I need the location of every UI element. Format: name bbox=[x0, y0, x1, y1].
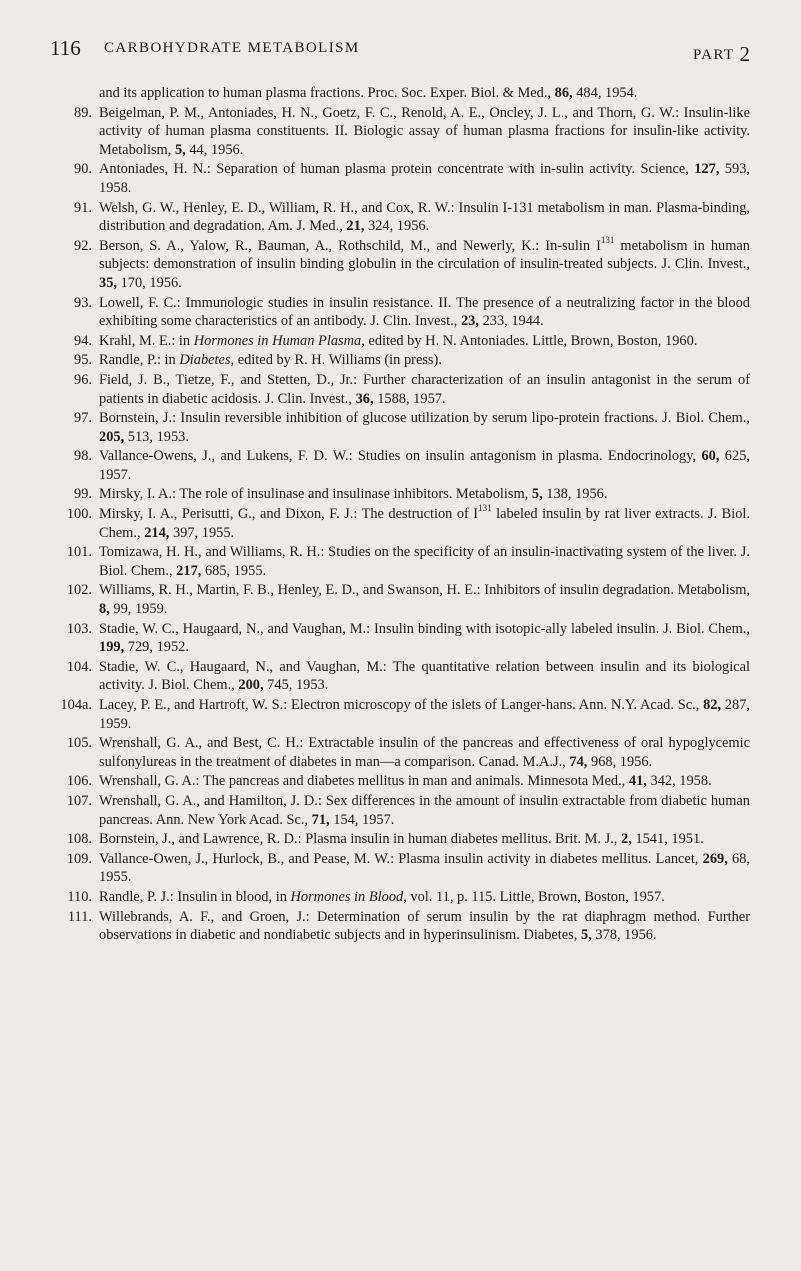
pages-year: 287, 1959. bbox=[99, 697, 751, 732]
pages-year: 154, 1957. bbox=[329, 811, 395, 828]
reference-text: Tomizawa, H. H., and Williams, R. H.: Studies on the specificity of an insulin-inactivating system of the liver. J. Biol. Chem., bbox=[99, 544, 750, 579]
volume-number: 269, bbox=[702, 850, 728, 867]
pages-year: 968, 1956. bbox=[587, 753, 653, 770]
reference-entry bbox=[50, 447, 750, 484]
reference-number: 94. bbox=[74, 332, 92, 349]
volume-number: 214, bbox=[144, 524, 170, 541]
reference-number: 104a. bbox=[60, 697, 92, 713]
reference-text: Beigelman, P. M., Antoniades, H. N., Goetz, F. C., Renold, A. E., Oncley, J. L., and Thorn, G. W.: Insulin-like activity of human plasma constituents. II. Biologic assay of human plasma fractions for insulin-like activity. Metabolism, bbox=[99, 104, 750, 158]
pages-year: 1588, 1957. bbox=[373, 390, 446, 407]
volume-number: 5, bbox=[174, 141, 186, 158]
reference-text: vol. 11, p. 115. Little, Brown, Boston, 1957. bbox=[406, 888, 665, 905]
reference-number: 95. bbox=[74, 352, 92, 369]
reference-entry bbox=[50, 658, 750, 695]
reference-entry bbox=[50, 581, 750, 618]
running-title: CARBOHYDRATE METABOLISM bbox=[104, 40, 360, 56]
reference-entry bbox=[50, 908, 750, 945]
reference-entry bbox=[50, 543, 750, 580]
reference-number: 107. bbox=[66, 792, 92, 809]
reference-number: 104. bbox=[66, 658, 92, 675]
book-title: Hormones in Blood, bbox=[290, 888, 407, 905]
part-number: 2 bbox=[739, 42, 750, 66]
reference-text: Stadie, W. C., Haugaard, N., and Vaughan, M.: Insulin binding with isotopic-ally labeled insulin. J. Biol. Chem., bbox=[99, 620, 750, 637]
page-number: 116 bbox=[50, 36, 81, 60]
volume-number: 60, bbox=[701, 448, 720, 465]
reference-entry bbox=[50, 505, 750, 542]
volume-number: 23, bbox=[460, 313, 479, 330]
reference-number: 108. bbox=[66, 831, 92, 848]
book-title: Hormones in Human Plasma, bbox=[193, 332, 365, 349]
pages-year: 397, 1955. bbox=[169, 524, 235, 541]
reference-entry bbox=[50, 734, 750, 771]
part-label bbox=[693, 40, 750, 65]
reference-entry bbox=[50, 696, 750, 733]
reference-text: Randle, P. J.: Insulin in blood, in bbox=[99, 888, 291, 905]
pages-year: 625, 1957. bbox=[99, 448, 750, 483]
pages-year: 342, 1958. bbox=[646, 773, 712, 790]
volume-number: 217, bbox=[176, 562, 202, 579]
reference-number: 97. bbox=[74, 410, 92, 427]
reference-number: 92. bbox=[74, 237, 92, 254]
isotope-superscript: 131 bbox=[478, 503, 492, 514]
volume-number: 36, bbox=[355, 390, 374, 407]
reference-number: 105. bbox=[66, 735, 92, 752]
reference-entry bbox=[50, 351, 750, 370]
reference-text: Stadie, W. C., Haugaard, N., and Vaughan, M.: The quantitative relation between insulin and its biological activity. J. Biol. Chem., bbox=[99, 658, 750, 694]
reference-entry bbox=[50, 888, 750, 907]
volume-number: 71, bbox=[311, 811, 330, 828]
reference-entry bbox=[50, 371, 750, 408]
reference-text: Wrenshall, G. A., and Hamilton, J. D.: Sex differences in the amount of insulin extractable from diabetic human pancreas. Ann. New York Acad. Sc., bbox=[99, 792, 750, 828]
reference-text: edited by R. H. Williams (in press). bbox=[234, 352, 442, 369]
volume-number: 8, bbox=[99, 601, 110, 618]
volume-number: 127, bbox=[694, 161, 720, 178]
volume-number: 41, bbox=[628, 773, 647, 790]
pages-year: 138, 1956. bbox=[542, 486, 608, 503]
pages-year: 1541, 1951. bbox=[631, 831, 704, 848]
reference-text: Williams, R. H., Martin, F. B., Henley, E. D., and Swanson, H. E.: Inhibitors of insulin degradation. Metabolism, bbox=[99, 582, 750, 599]
reference-text: Krahl, M. E.: in bbox=[99, 332, 194, 349]
reference-text: Lacey, P. E., and Hartroft, W. S.: Electron microscopy of the islets of Langer-hans. Ann. N.Y. Acad. Sc., bbox=[99, 697, 700, 713]
volume-number: 82, bbox=[703, 697, 722, 713]
pages-year: 729, 1952. bbox=[124, 639, 189, 656]
pages-year: 324, 1956. bbox=[364, 218, 430, 235]
volume-number: 86, bbox=[554, 85, 573, 101]
pages-year: 378, 1956. bbox=[591, 927, 657, 944]
volume-number: 74, bbox=[569, 753, 588, 770]
reference-number: 99. bbox=[74, 486, 92, 503]
reference-number: 96. bbox=[74, 371, 92, 388]
reference-number: 110. bbox=[67, 888, 92, 905]
pages-year: 68, 1955. bbox=[99, 850, 750, 886]
pages-year: 233, 1944. bbox=[478, 313, 544, 330]
volume-number: 200, bbox=[238, 677, 264, 694]
reference-entry bbox=[50, 850, 750, 887]
part-word: PART bbox=[692, 47, 735, 63]
reference-text: Vallance-Owens, J., and Lukens, F. D. W.: Studies on insulin antagonism in plasma. Endocrinology, bbox=[99, 448, 697, 465]
reference-number: 106. bbox=[66, 773, 92, 790]
reference-number: 111. bbox=[67, 908, 92, 925]
reference-text: Vallance-Owen, J., Hurlock, B., and Pease, M. W.: Plasma insulin activity in diabetes mellitus. Lancet, bbox=[99, 850, 699, 867]
reference-list bbox=[50, 84, 750, 946]
reference-number: 93. bbox=[74, 294, 92, 311]
pages-year: 745, 1953. bbox=[263, 677, 329, 694]
reference-entry bbox=[50, 160, 750, 197]
volume-number: 35, bbox=[99, 274, 117, 291]
volume-number: 205, bbox=[99, 428, 125, 445]
reference-entry bbox=[50, 485, 750, 504]
reference-number: 91. bbox=[74, 199, 92, 216]
reference-number: 109. bbox=[66, 850, 92, 867]
reference-entry bbox=[50, 620, 750, 657]
reference-number: 89. bbox=[74, 104, 92, 121]
pages-year: 593, 1958. bbox=[99, 161, 750, 196]
reference-number: 103. bbox=[66, 620, 92, 637]
pages-year: 99, 1959. bbox=[109, 601, 168, 618]
pages-year: 44, 1956. bbox=[185, 141, 244, 158]
volume-number: 199, bbox=[99, 639, 125, 656]
reference-text: Bornstein, J.: Insulin reversible inhibition of glucose utilization by serum lipo-protein fractions. J. Biol. Chem., bbox=[99, 410, 750, 427]
reference-text: Lowell, F. C.: Immunologic studies in insulin resistance. II. The presence of a neutralizing factor in the blood exhibiting some characteristics of an antibody. J. Clin. Invest., bbox=[99, 294, 750, 330]
reference-text: Berson, S. A., Yalow, R., Bauman, A., Rothschild, M., and Newerly, K.: In-sulin I bbox=[99, 237, 601, 254]
isotope-superscript: 131 bbox=[600, 234, 615, 245]
reference-text: Wrenshall, G. A.: The pancreas and diabetes mellitus in man and animals. Minnesota Med., bbox=[99, 773, 626, 790]
reference-entry bbox=[50, 84, 750, 103]
reference-text: metabolism in human subjects: demonstration of insulin binding globulin in the circulation of insulin-treated subjects. J. Clin. Invest., bbox=[99, 237, 750, 273]
reference-text: Antoniades, H. N.: Separation of human plasma protein concentrate with in-sulin activity. Science, bbox=[99, 161, 689, 178]
reference-text: Wrenshall, G. A., and Best, C. H.: Extractable insulin of the pancreas and effectiveness of oral hypoglycemic sulfonylureas in the treatment of diabetes in man—a comparison. Canad. M.A.J., bbox=[99, 735, 750, 770]
volume-number: 5, bbox=[581, 927, 592, 944]
pages-year: 484, 1954. bbox=[572, 85, 638, 101]
reference-number: 100. bbox=[66, 506, 92, 523]
reference-text: edited by H. N. Antoniades. Little, Brown, Boston, 1960. bbox=[364, 332, 698, 349]
reference-number: 102. bbox=[66, 582, 92, 599]
reference-text: Randle, P.: in bbox=[99, 352, 180, 369]
reference-entry bbox=[50, 294, 750, 331]
reference-number: 90. bbox=[74, 161, 92, 178]
reference-entry bbox=[50, 409, 750, 446]
reference-entry bbox=[50, 104, 750, 160]
reference-text: and its application to human plasma fractions. Proc. Soc. Exper. Biol. & Med., bbox=[99, 85, 552, 101]
pages-year: 170, 1956. bbox=[117, 274, 182, 291]
reference-text: Mirsky, I. A., Perisutti, G., and Dixon, F. J.: The destruction of I bbox=[99, 506, 479, 523]
reference-text: Willebrands, A. F., and Groen, J.: Determination of serum insulin by the rat diaphragm method. Further observations in diabetic and nondiabetic subjects and in hyperinsulinism. Diabetes, bbox=[99, 908, 750, 944]
book-title: Diabetes, bbox=[179, 352, 235, 369]
reference-entry bbox=[50, 792, 750, 829]
reference-number: 101. bbox=[66, 544, 92, 561]
volume-number: 5, bbox=[531, 486, 543, 503]
reference-text: Bornstein, J., and Lawrence, R. D.: Plasma insulin in human diabetes mellitus. Brit. M. J., bbox=[99, 831, 618, 848]
reference-entry bbox=[50, 234, 750, 293]
reference-text: labeled insulin by rat liver extracts. J. Biol. Chem., bbox=[99, 506, 750, 541]
reference-entry bbox=[50, 199, 750, 236]
volume-number: 2, bbox=[621, 831, 632, 848]
page-header bbox=[50, 36, 750, 64]
reference-text: Welsh, G. W., Henley, E. D., William, R. H., and Cox, R. W.: Insulin I-131 metabolism in man. Plasma-binding, distribution and degradation. Am. J. Med., bbox=[99, 199, 750, 235]
reference-entry bbox=[50, 332, 750, 351]
reference-text: Field, J. B., Tietze, F., and Stetten, D., Jr.: Further characterization of an insulin antagonist in the serum of patients in diabetic acidosis. J. Clin. Invest., bbox=[99, 371, 750, 407]
reference-entry bbox=[50, 830, 750, 849]
volume-number: 21, bbox=[346, 218, 365, 235]
pages-year: 685, 1955. bbox=[201, 562, 267, 579]
reference-text: Mirsky, I. A.: The role of insulinase and insulinase inhibitors. Metabolism, bbox=[99, 486, 529, 503]
reference-entry bbox=[50, 772, 750, 791]
pages-year: 513, 1953. bbox=[124, 428, 189, 445]
reference-number: 98. bbox=[74, 448, 92, 465]
